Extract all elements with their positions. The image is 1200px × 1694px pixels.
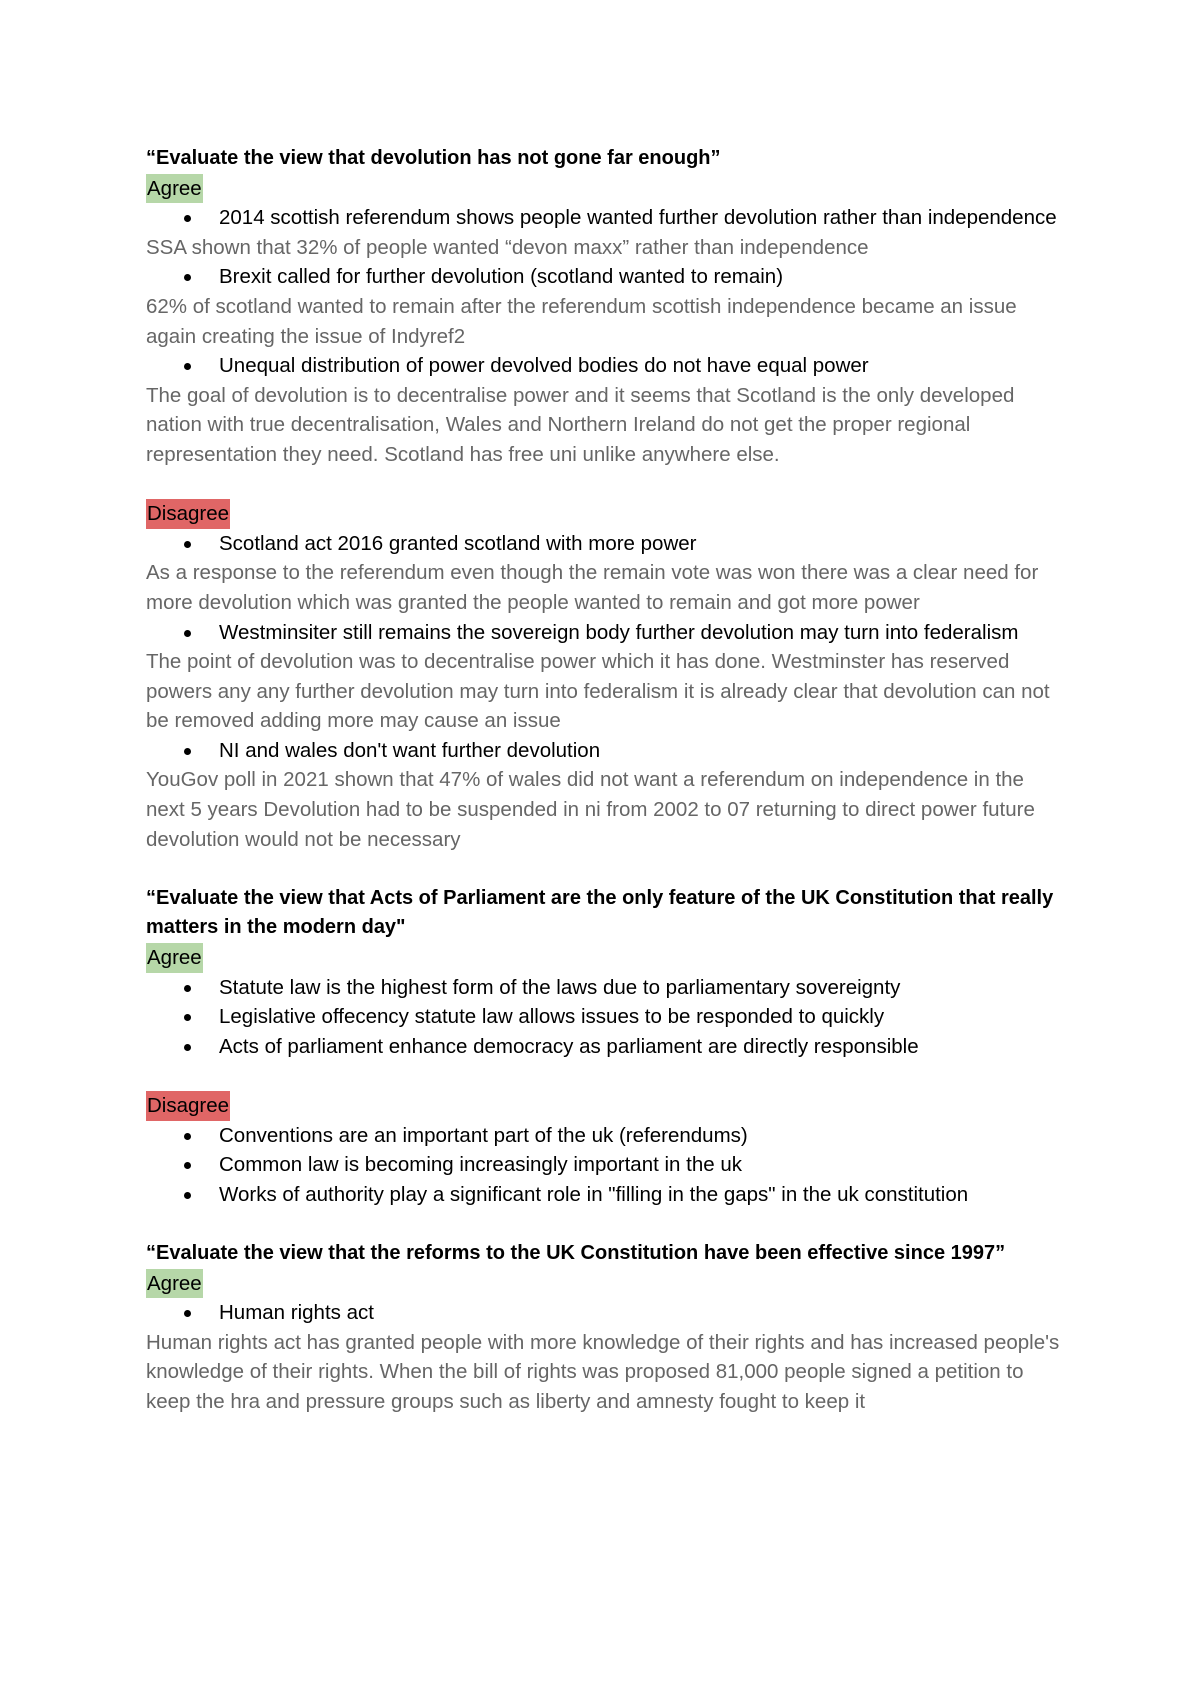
essay-question: “Evaluate the view that the reforms to the UK Constitution have been effective since 1997” [146, 1241, 1006, 1264]
spacer [146, 1061, 1066, 1091]
bullet-point: Conventions are an important part of the uk (referendums) [146, 1121, 1066, 1151]
agree-label: Agree [146, 943, 203, 973]
supporting-note: Human rights act has granted people with more knowledge of their rights and has increased people's knowledge of their rights. When the bill of rights was proposed 81,000 people signed a petition to keep the hra and pressure groups such as liberty and amnesty fought to keep it [146, 1330, 1060, 1413]
bullet-point: Common law is becoming increasingly important in the uk [146, 1150, 1066, 1180]
bullet-point: Scotland act 2016 granted scotland with more power [146, 529, 1066, 559]
spacer [146, 854, 1066, 884]
agree-points [146, 262, 1066, 292]
disagree-points [146, 736, 1066, 766]
agree-label: Agree [146, 174, 203, 204]
disagree-points [146, 529, 1066, 559]
document-body [146, 144, 1066, 1417]
bullet-point: 2014 scottish referendum shows people wanted further devolution rather than independence [146, 203, 1066, 233]
agree-points [146, 1298, 1066, 1328]
supporting-note: 62% of scotland wanted to remain after the referendum scottish independence became an issue again creating the issue of Indyref2 [146, 294, 1017, 348]
supporting-note: The goal of devolution is to decentralise power and it seems that Scotland is the only developed nation with true decentralisation, Wales and Northern Ireland do not get the proper regional representation they need. Scotland has free uni unlike anywhere else. [146, 383, 1015, 466]
disagree-label: Disagree [146, 499, 230, 529]
bullet-point: Brexit called for further devolution (scotland wanted to remain) [146, 262, 1066, 292]
disagree-points [146, 1121, 1066, 1210]
agree-points [146, 351, 1066, 381]
supporting-note: YouGov poll in 2021 shown that 47% of wales did not want a referendum on independence in the next 5 years Devolution had to be suspended in ni from 2002 to 07 returning to direct power future devolution would not be necessary [146, 768, 1035, 851]
bullet-point: NI and wales don't want further devolution [146, 736, 1066, 766]
bullet-point: Acts of parliament enhance democracy as parliament are directly responsible [146, 1032, 1066, 1062]
agree-points [146, 973, 1066, 1062]
supporting-note: The point of devolution was to decentralise power which it has done. Westminster has reserved powers any any further devolution may turn into federalism it is already clear that devolution can not be removed adding more may cause an issue [146, 650, 1050, 733]
bullet-point: Legislative offecency statute law allows issues to be responded to quickly [146, 1002, 1066, 1032]
agree-label: Agree [146, 1269, 203, 1299]
spacer [146, 470, 1066, 500]
bullet-point: Unequal distribution of power devolved bodies do not have equal power [146, 351, 1066, 381]
supporting-note: As a response to the referendum even though the remain vote was won there was a clear need for more devolution which was granted the people wanted to remain and got more power [146, 561, 1039, 614]
bullet-point: Statute law is the highest form of the laws due to parliamentary sovereignty [146, 973, 1066, 1003]
bullet-point: Works of authority play a significant role in "filling in the gaps" in the uk constitution [146, 1180, 1066, 1210]
essay-question: “Evaluate the view that devolution has not gone far enough” [146, 147, 721, 169]
essay-question: “Evaluate the view that Acts of Parliament are the only feature of the UK Constitution that really matters in the modern day" [146, 886, 1054, 939]
supporting-note: SSA shown that 32% of people wanted “devon maxx” rather than independence [146, 235, 869, 259]
bullet-point: Westminsiter still remains the sovereign body further devolution may turn into federalism [146, 618, 1066, 648]
disagree-label: Disagree [146, 1091, 230, 1121]
agree-points [146, 203, 1066, 233]
spacer [146, 1209, 1066, 1239]
disagree-points [146, 618, 1066, 648]
bullet-point: Human rights act [146, 1298, 1066, 1328]
